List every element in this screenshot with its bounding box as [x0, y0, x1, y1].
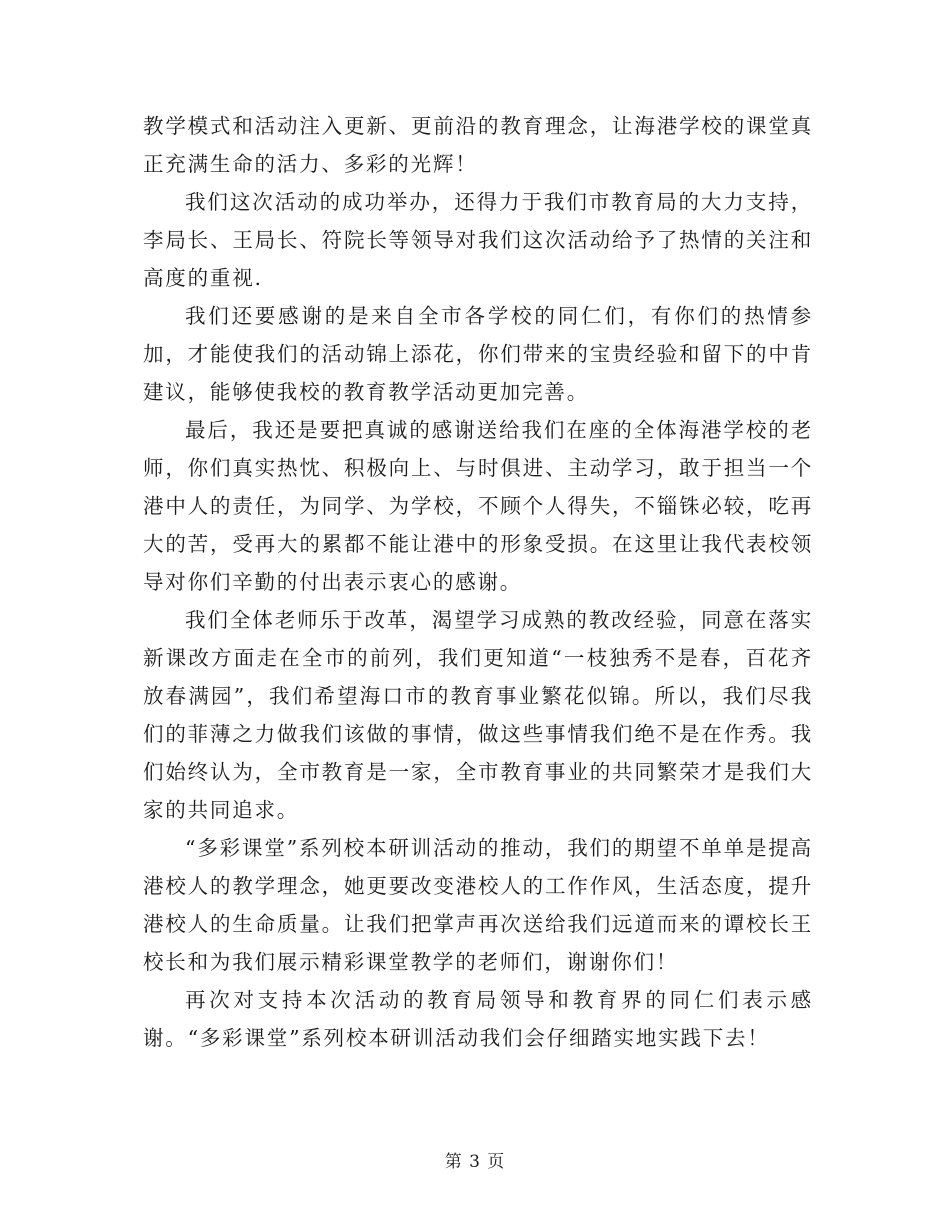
- paragraph-5: 我们全体老师乐于改革，渴望学习成熟的教改经验，同意在落实新课改方面走在全市的前列，我们更知道“一枝独秀不是春，百花齐放春满园”，我们希望海口市的教育事业繁花似锦。所以，我们尽我们的菲薄之力做我们该做的事情，做这些事情我们绝不是在作秀。我们始终认为，全市教育是一家，全市教育事业的共同繁荣才是我们大家的共同追求。: [143, 608, 813, 822]
- page-number: 第 3 页: [444, 1152, 506, 1172]
- paragraph-4: 最后，我还是要把真诚的感谢送给我们在座的全体海港学校的老师，你们真实热忱、积极向上、与时俱进、主动学习，敢于担当一个港中人的责任，为同学、为学校，不顾个人得失，不锱铢必较，吃再大的苦，受再大的累都不能让港中的形象受损。在这里让我代表校领导对你们辛勤的付出表示衷心的感谢。: [143, 418, 813, 594]
- paragraph-3: 我们还要感谢的是来自全市各学校的同仁们，有你们的热情参加，才能使我们的活动锦上添花，你们带来的宝贵经验和留下的中肯建议，能够使我校的教育教学活动更加完善。: [143, 304, 813, 404]
- body-text: [143, 107, 813, 1057]
- paragraph-1: 教学模式和活动注入更新、更前沿的教育理念，让海港学校的课堂真正充满生命的活力、多彩的光辉！: [143, 114, 813, 176]
- paragraph-7: 再次对支持本次活动的教育局领导和教育界的同仁们表示感谢。“多彩课堂”系列校本研训活动我们会仔细踏实地实践下去！: [143, 988, 813, 1050]
- paragraph-2: 我们这次活动的成功举办，还得力于我们市教育局的大力支持，李局长、王局长、符院长等领导对我们这次活动给予了热情的关注和高度的重视.: [143, 190, 813, 290]
- paragraph-6: “多彩课堂”系列校本研训活动的推动，我们的期望不单单是提高港校人的教学理念，她更要改变港校人的工作作风，生活态度，提升港校人的生命质量。让我们把掌声再次送给我们远道而来的谭校长王校长和为我们展示精彩课堂教学的老师们，谢谢你们！: [143, 836, 813, 974]
